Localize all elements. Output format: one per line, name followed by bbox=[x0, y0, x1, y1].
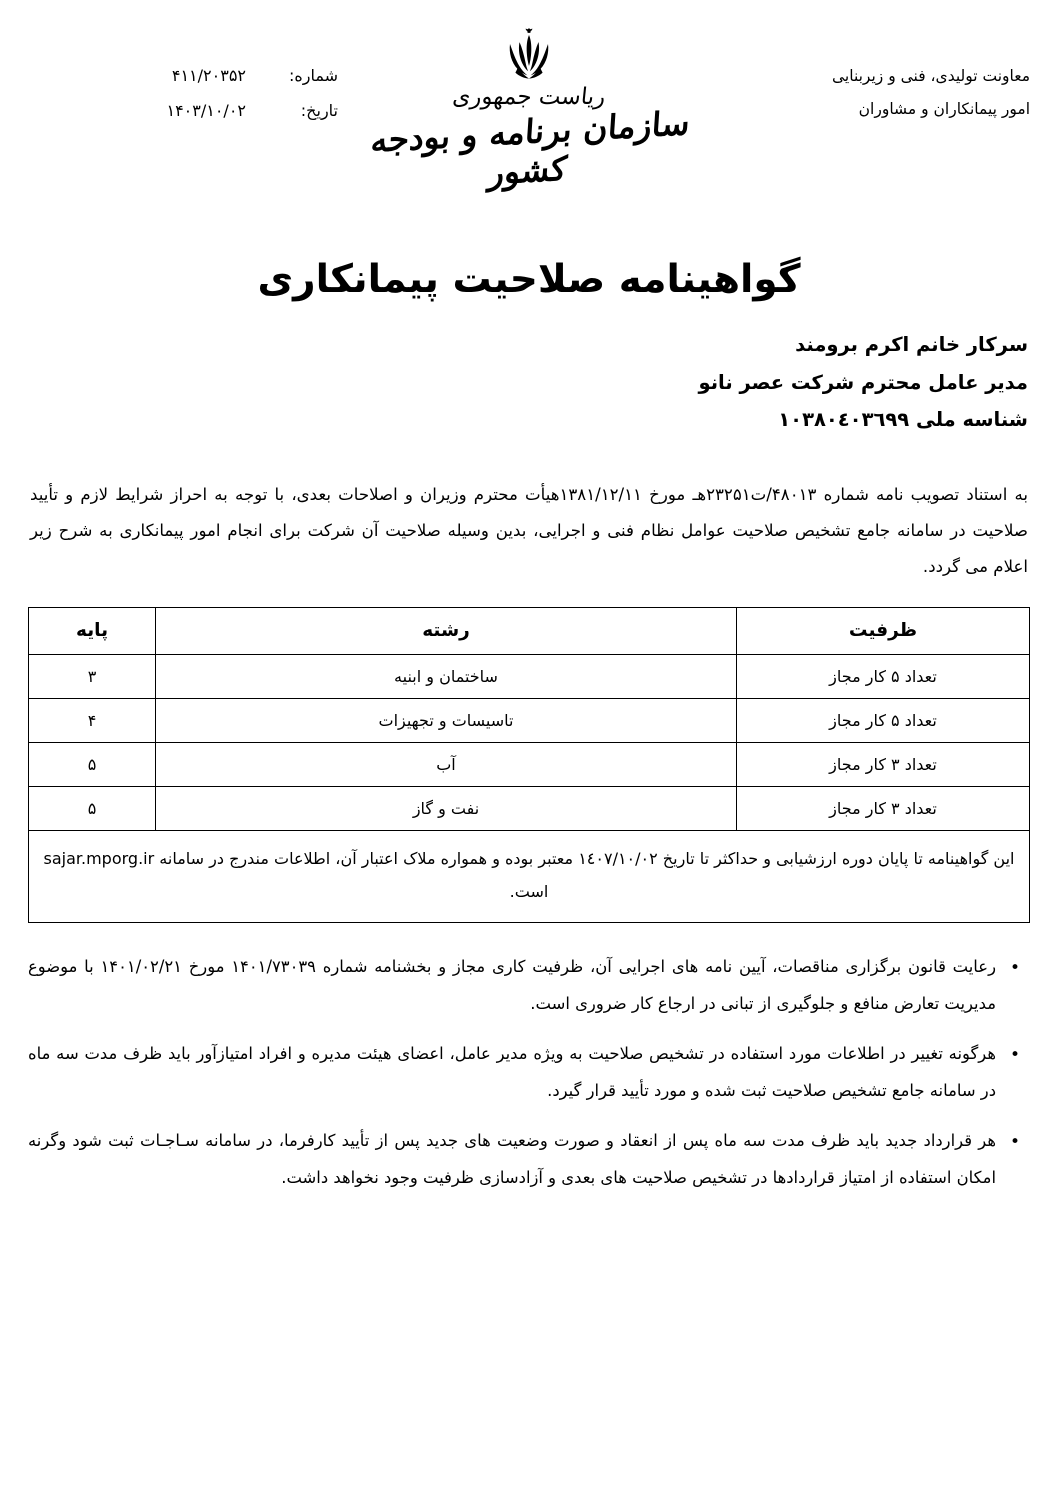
list-item: • هر قرارداد جدید باید ظرف مدت سه ماه پس از انعقاد و صورت وضعیت های جدید پس از تأیید کارفرما، در سامانه سـاجـات ثبت شود وگرنه امکان استفاده از امتیاز قراردادها در تشخیص صلاحیت های بعدی و آزادسازی ظرفیت وجود نخواهد داشت. bbox=[28, 1123, 1030, 1196]
cell-capacity: تعداد ۳ کار مجاز bbox=[737, 786, 1030, 830]
qualification-table bbox=[28, 607, 1030, 924]
department-block bbox=[832, 60, 1030, 127]
document-number-value: ۴۱۱/۲۰۳۵۲ bbox=[171, 66, 246, 85]
column-header-grade: پایه bbox=[29, 607, 156, 654]
sajar-portal-link[interactable]: sajar.mporg.ir bbox=[43, 848, 155, 868]
cell-grade: ۳ bbox=[29, 654, 156, 698]
cell-capacity: تعداد ۳ کار مجاز bbox=[737, 742, 1030, 786]
cell-grade: ۵ bbox=[29, 786, 156, 830]
table-row bbox=[29, 742, 1030, 786]
addressee-block bbox=[28, 326, 1030, 439]
document-header bbox=[28, 0, 1030, 215]
department-line-1: معاونت تولیدی، فنی و زیربنایی bbox=[831, 67, 1030, 85]
cell-field: نفت و گاز bbox=[156, 786, 737, 830]
organization-logo bbox=[364, 26, 694, 193]
body-paragraph: به استناد تصویب نامه شماره ۴۸۰۱۳/ت۲۳۲۵۱هـ مورخ ۱۳۸۱/۱۲/۱۱هیأت محترم وزیران و اصلاحات بعدی، با توجه به احراز شرایط لازم و تأیید صلاحیت در سامانه جامع تشخیص صلاحیت عوامل نظام فنی و اجرایی، بدین وسیله صلاحیت آن شرکت برای انجام امور پیمانکاری به شرح زیر اعلام می گردد. bbox=[30, 484, 1028, 576]
cell-grade: ۵ bbox=[29, 742, 156, 786]
department-line-2: امور پیمانکاران و مشاوران bbox=[858, 100, 1030, 119]
table-row bbox=[29, 698, 1030, 742]
table-header-row bbox=[29, 607, 1030, 654]
cell-field: آب bbox=[156, 742, 737, 786]
cell-grade: ۴ bbox=[29, 698, 156, 742]
cell-capacity: تعداد ۵ کار مجاز bbox=[737, 698, 1030, 742]
addressee-name: سرکار خانم اکرم برومند bbox=[795, 333, 1028, 356]
document-number-label: شماره: bbox=[288, 66, 338, 85]
validity-text-part-2: است. bbox=[509, 881, 549, 901]
org-presidency-text: ریاست جمهوری bbox=[451, 84, 607, 110]
list-item: • هرگونه تغییر در اطلاعات مورد استفاده در تشخیص صلاحیت به ویژه مدیر عامل، اعضای هیئت مدیره و افراد امتیازآور باید ظرف مدت سه ماه در سامانه جامع تشخیص صلاحیت ثبت شده و مورد تأیید قرار گیرد. bbox=[28, 1036, 1030, 1109]
table-row bbox=[29, 654, 1030, 698]
org-name-text: سازمان برنامه و بودجه کشور bbox=[369, 103, 691, 193]
emblem-iran-icon bbox=[496, 26, 562, 88]
addressee-national-id: شناسه ملی ۱۰۳۸۰٤۰۳٦۹۹ bbox=[778, 408, 1028, 432]
document-number-row bbox=[28, 58, 338, 93]
document-meta-block bbox=[28, 58, 338, 128]
cell-capacity: تعداد ۵ کار مجاز bbox=[737, 654, 1030, 698]
cell-field: ساختمان و ابنیه bbox=[156, 654, 737, 698]
page-title: گواهینامه صلاحیت پیمانکاری bbox=[257, 257, 801, 302]
validity-text-part-1: این گواهینامه تا پایان دوره ارزشیابی و حداکثر تا تاریخ ۱٤۰۷/۱۰/۰۲ معتبر بوده و همواره ملاک اعتبار آن، اطلاعات مندرج در سامانه bbox=[159, 848, 1015, 868]
document-date-label: تاریخ: bbox=[300, 101, 338, 121]
column-header-capacity: ظرفیت bbox=[737, 607, 1030, 654]
validity-statement bbox=[29, 830, 1030, 923]
notes-list bbox=[28, 949, 1030, 1196]
list-item: • رعایت قانون برگزاری مناقصات، آیین نامه های اجرایی آن، ظرفیت کاری مجاز و بخشنامه شماره ۱۴۰۱/۷۳۰۳۹ مورخ ۱۴۰۱/۰۲/۲۱ با موضوع مدیریت تعارض منافع و جلوگیری از تبانی در ارجاع کار ضروری است. bbox=[28, 949, 1030, 1022]
cell-field: تاسیسات و تجهیزات bbox=[156, 698, 737, 742]
document-date-row bbox=[28, 93, 338, 128]
document-date-value: ۱۴۰۳/۱۰/۰۲ bbox=[166, 101, 246, 121]
table-row bbox=[29, 786, 1030, 830]
column-header-field: رشته bbox=[156, 607, 737, 654]
addressee-position: مدیر عامل محترم شرکت عصر نانو bbox=[698, 370, 1028, 394]
table-validity-row bbox=[29, 830, 1030, 923]
